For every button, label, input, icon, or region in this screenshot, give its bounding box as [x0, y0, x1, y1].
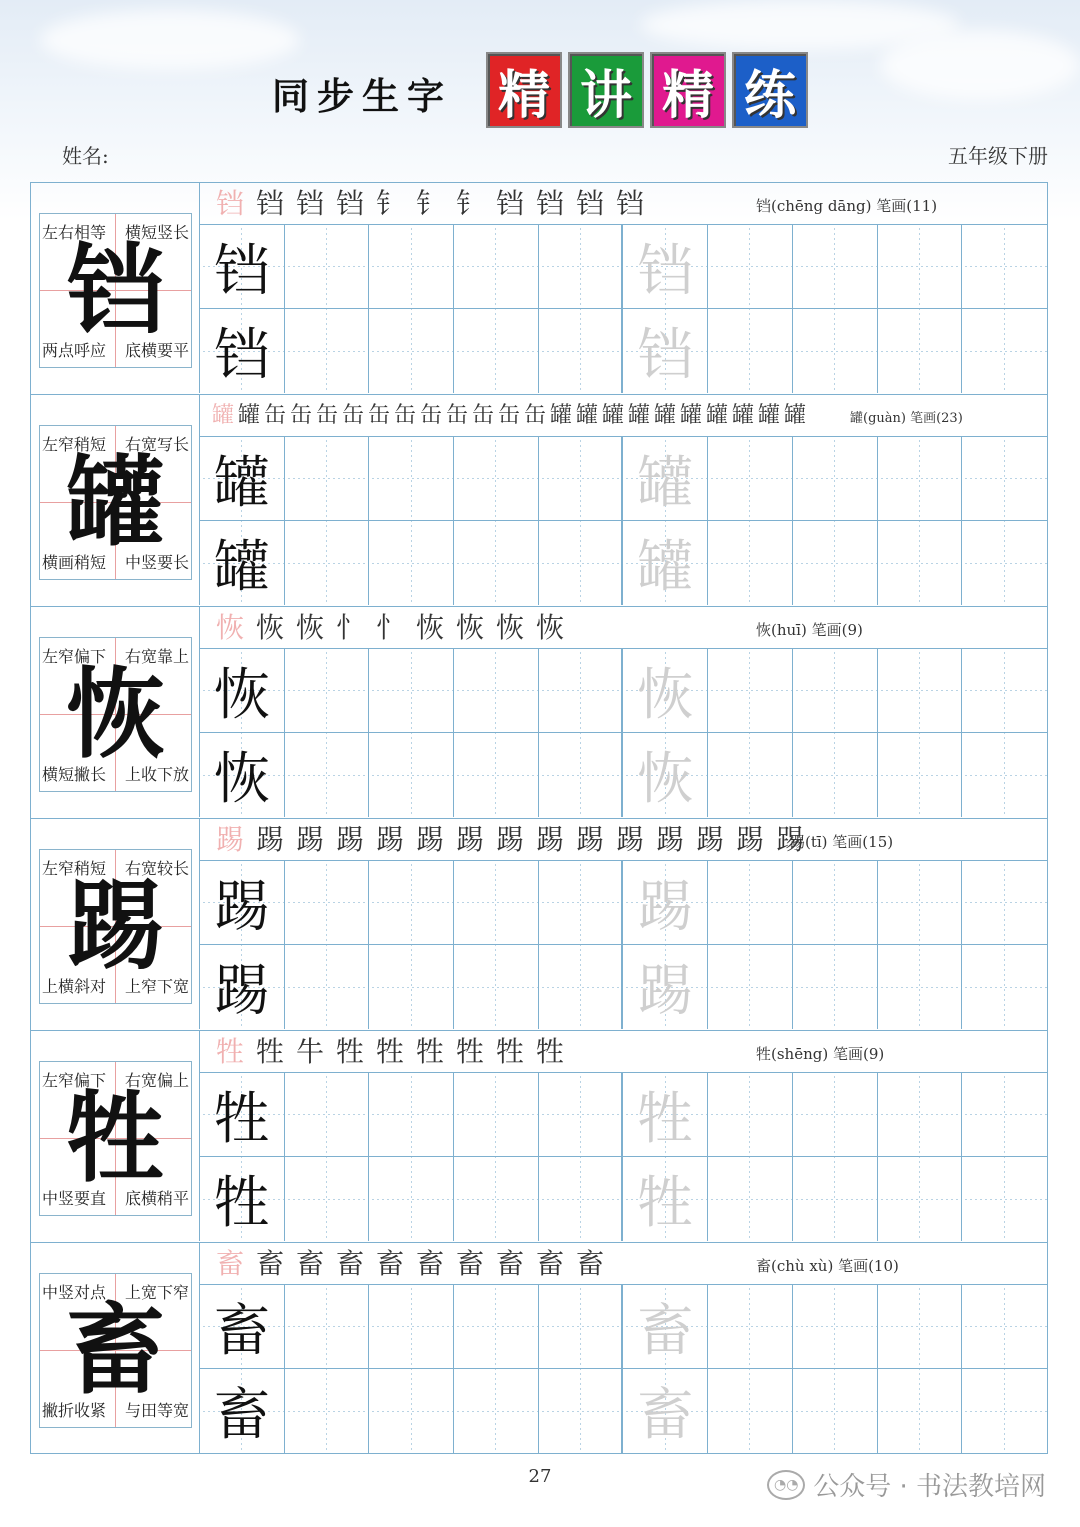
stroke-step: 踢 [535, 823, 564, 856]
cloud-decoration [40, 10, 300, 70]
stroke-step: 铛 [575, 187, 604, 220]
writing-cell[interactable] [708, 521, 793, 605]
practice-grid [200, 861, 1047, 1029]
stroke-step: 牲 [455, 1035, 484, 1068]
stroke-order-bar [200, 607, 1047, 649]
pinyin-stroke-count: 畜(chù xù) 笔画(10) [756, 1257, 899, 1275]
stroke-order-sequence [210, 186, 650, 222]
writing-cell[interactable] [369, 1157, 454, 1241]
practice-sheet [30, 182, 1048, 1454]
stroke-step: 踢 [735, 823, 764, 856]
writing-tip: 中竖对点 [42, 1283, 107, 1302]
writing-cell[interactable] [285, 861, 370, 945]
writing-tip: 右宽写长 [124, 435, 189, 454]
trace-char-cell[interactable]: 罐 [623, 521, 708, 605]
writing-cell[interactable] [793, 861, 878, 945]
writing-cell[interactable] [285, 521, 370, 605]
stroke-step: 钅 [415, 187, 444, 220]
practice-grid [200, 1285, 1047, 1453]
model-char-box [39, 213, 192, 368]
stroke-step: 铛 [215, 187, 244, 220]
stroke-step: 罐 [549, 403, 572, 428]
model-panel [31, 395, 200, 605]
stroke-step: 罐 [783, 403, 806, 428]
pinyin-stroke-count: 恢(huī) 笔画(9) [756, 621, 863, 639]
stroke-step: 畜 [535, 1247, 564, 1280]
example-char-cell[interactable]: 牲 [200, 1073, 285, 1157]
stroke-step: 牲 [495, 1035, 524, 1068]
stroke-order-sequence [210, 398, 808, 434]
stroke-step: 罐 [757, 403, 780, 428]
stroke-step: 缶 [367, 403, 390, 428]
writing-cell[interactable] [793, 945, 878, 1029]
writing-cell[interactable] [539, 1369, 624, 1453]
writing-cell[interactable] [962, 1157, 1047, 1241]
writing-cell[interactable] [454, 861, 539, 945]
stroke-step: 缶 [471, 403, 494, 428]
writing-tip: 横短撇长 [42, 765, 107, 784]
writing-cell[interactable] [708, 309, 793, 393]
writing-cell[interactable] [539, 225, 624, 309]
writing-cell[interactable] [878, 945, 963, 1029]
writing-tip: 中竖要直 [42, 1189, 107, 1208]
stroke-step: 踢 [495, 823, 524, 856]
model-character: 踢 [66, 869, 165, 984]
watermark [767, 1466, 1046, 1503]
writing-cell[interactable] [539, 1285, 624, 1369]
name-label: 姓名: [62, 144, 109, 168]
writing-tip: 底横稍平 [124, 1189, 189, 1208]
trace-char-cell[interactable]: 罐 [623, 437, 708, 521]
writing-cell[interactable] [793, 521, 878, 605]
writing-cell[interactable] [454, 309, 539, 393]
stroke-step: 畜 [575, 1247, 604, 1280]
writing-cell[interactable] [793, 649, 878, 733]
stroke-step: 踢 [295, 823, 324, 856]
writing-tip: 两点呼应 [42, 341, 107, 360]
writing-cell[interactable] [285, 309, 370, 393]
writing-cell[interactable] [539, 945, 624, 1029]
writing-cell[interactable] [708, 1073, 793, 1157]
writing-cell[interactable] [962, 225, 1047, 309]
writing-cell[interactable] [285, 1073, 370, 1157]
trace-char-cell[interactable]: 铛 [623, 309, 708, 393]
stroke-step: 铛 [295, 187, 324, 220]
stroke-step: 踢 [775, 823, 804, 856]
char-section [31, 607, 1047, 819]
stroke-step: 畜 [335, 1247, 364, 1280]
writing-cell[interactable] [285, 945, 370, 1029]
stroke-step: 踢 [375, 823, 404, 856]
writing-cell[interactable] [708, 1369, 793, 1453]
example-char-cell[interactable]: 罐 [200, 521, 285, 605]
practice-grid [200, 225, 1047, 393]
writing-cell[interactable] [793, 733, 878, 817]
stroke-order-bar [200, 1031, 1047, 1073]
title-badge: 精 [486, 52, 562, 128]
stroke-step: 踢 [255, 823, 284, 856]
model-char-box [39, 637, 192, 792]
page-title: 同步生字 [272, 75, 452, 118]
writing-cell[interactable] [369, 521, 454, 605]
writing-cell[interactable] [793, 1285, 878, 1369]
writing-cell[interactable] [285, 225, 370, 309]
writing-tip: 横短竖长 [124, 223, 189, 242]
stroke-step: 恢 [295, 611, 324, 644]
stroke-step: 牲 [255, 1035, 284, 1068]
example-char-cell[interactable]: 畜 [200, 1285, 285, 1369]
writing-cell[interactable] [539, 1157, 624, 1241]
stroke-step: 恢 [535, 611, 564, 644]
stroke-order-bar [200, 395, 1047, 437]
writing-cell[interactable] [454, 225, 539, 309]
stroke-step: 铛 [615, 187, 644, 220]
writing-cell[interactable] [962, 861, 1047, 945]
writing-tip: 上收下放 [124, 765, 189, 784]
writing-cell[interactable] [369, 1073, 454, 1157]
stroke-step: 畜 [415, 1247, 444, 1280]
writing-cell[interactable] [454, 437, 539, 521]
writing-cell[interactable] [369, 1369, 454, 1453]
stroke-step: 牲 [535, 1035, 564, 1068]
writing-cell[interactable] [454, 1369, 539, 1453]
writing-cell[interactable] [708, 225, 793, 309]
writing-cell[interactable] [962, 945, 1047, 1029]
trace-char-cell[interactable]: 牲 [623, 1157, 708, 1241]
writing-cell[interactable] [539, 861, 624, 945]
example-char-cell[interactable]: 罐 [200, 437, 285, 521]
writing-cell[interactable] [369, 649, 454, 733]
stroke-order-sequence [210, 1246, 610, 1282]
stroke-step: 缶 [523, 403, 546, 428]
model-panel [31, 819, 200, 1029]
writing-cell[interactable] [793, 1073, 878, 1157]
stroke-step: 恢 [255, 611, 284, 644]
writing-cell[interactable] [962, 649, 1047, 733]
model-panel [31, 607, 200, 817]
example-char-cell[interactable]: 恢 [200, 733, 285, 817]
writing-cell[interactable] [454, 1073, 539, 1157]
writing-cell[interactable] [369, 437, 454, 521]
stroke-order-sequence [210, 1034, 570, 1070]
pinyin-stroke-count: 铛(chēng dāng) 笔画(11) [756, 197, 938, 215]
writing-cell[interactable] [369, 945, 454, 1029]
stroke-step: 畜 [375, 1247, 404, 1280]
stroke-step: 踢 [615, 823, 644, 856]
char-section [31, 1031, 1047, 1243]
wechat-icon: ◔◔ [767, 1470, 805, 1500]
writing-tip: 撇折收紧 [42, 1401, 107, 1420]
writing-tip: 横画稍短 [42, 553, 107, 572]
stroke-step: 恢 [455, 611, 484, 644]
writing-cell[interactable] [793, 225, 878, 309]
writing-cell[interactable] [708, 649, 793, 733]
writing-tip: 右宽较长 [124, 859, 189, 878]
stroke-step: 踢 [695, 823, 724, 856]
writing-tip: 左窄偏下 [42, 1071, 107, 1090]
stroke-step: 牲 [415, 1035, 444, 1068]
stroke-step: 钅 [455, 187, 484, 220]
writing-tip: 上宽下窄 [124, 1283, 189, 1302]
writing-cell[interactable] [454, 1285, 539, 1369]
example-char-cell[interactable]: 踢 [200, 945, 285, 1029]
char-section [31, 1243, 1047, 1455]
trace-char-cell[interactable]: 恢 [623, 733, 708, 817]
stroke-step: 缶 [263, 403, 286, 428]
model-character: 罐 [66, 445, 165, 560]
page-number: 27 [528, 1466, 552, 1487]
stroke-step: 踢 [455, 823, 484, 856]
writing-cell[interactable] [285, 733, 370, 817]
writing-cell[interactable] [454, 649, 539, 733]
writing-cell[interactable] [369, 861, 454, 945]
writing-cell[interactable] [708, 1285, 793, 1369]
writing-tip: 左窄偏下 [42, 647, 107, 666]
stroke-step: 恢 [495, 611, 524, 644]
writing-cell[interactable] [285, 1285, 370, 1369]
title-badges [486, 52, 808, 128]
example-char-cell[interactable]: 铛 [200, 309, 285, 393]
stroke-step: 铛 [535, 187, 564, 220]
trace-char-cell[interactable]: 畜 [623, 1369, 708, 1453]
writing-cell[interactable] [454, 945, 539, 1029]
writing-cell[interactable] [369, 1285, 454, 1369]
writing-cell[interactable] [285, 1369, 370, 1453]
model-char-box [39, 1061, 192, 1216]
writing-cell[interactable] [539, 733, 624, 817]
trace-char-cell[interactable]: 踢 [623, 861, 708, 945]
example-char-cell[interactable]: 牲 [200, 1157, 285, 1241]
model-panel [31, 183, 200, 393]
writing-cell[interactable] [369, 225, 454, 309]
stroke-step: 铛 [335, 187, 364, 220]
watermark-text: 公众号 · 书法教培网 [813, 1472, 1046, 1502]
model-character: 铛 [66, 233, 165, 348]
grade-label: 五年级下册 [948, 144, 1048, 168]
stroke-step: 恢 [215, 611, 244, 644]
stroke-step: 牲 [215, 1035, 244, 1068]
title-badge: 练 [732, 52, 808, 128]
stroke-step: 踢 [335, 823, 364, 856]
stroke-step: 忄 [375, 611, 404, 644]
writing-cell[interactable] [962, 1369, 1047, 1453]
writing-cell[interactable] [878, 309, 963, 393]
stroke-step: 缶 [497, 403, 520, 428]
title-badge: 精 [650, 52, 726, 128]
stroke-step: 罐 [705, 403, 728, 428]
model-character: 牲 [66, 1081, 165, 1196]
stroke-step: 罐 [731, 403, 754, 428]
writing-cell[interactable] [539, 437, 624, 521]
example-char-cell[interactable]: 恢 [200, 649, 285, 733]
stroke-step: 缶 [419, 403, 442, 428]
stroke-step: 缶 [315, 403, 338, 428]
stroke-step: 踢 [575, 823, 604, 856]
writing-cell[interactable] [878, 1073, 963, 1157]
stroke-order-bar [200, 183, 1047, 225]
writing-cell[interactable] [793, 437, 878, 521]
model-character: 畜 [66, 1293, 165, 1408]
stroke-step: 畜 [255, 1247, 284, 1280]
char-section [31, 183, 1047, 395]
stroke-step: 铛 [255, 187, 284, 220]
stroke-step: 畜 [495, 1247, 524, 1280]
stroke-order-sequence [210, 610, 570, 646]
stroke-step: 罐 [211, 403, 234, 428]
stroke-step: 铛 [495, 187, 524, 220]
writing-cell[interactable] [454, 733, 539, 817]
writing-cell[interactable] [878, 649, 963, 733]
char-section [31, 395, 1047, 607]
stroke-step: 钅 [375, 187, 404, 220]
writing-cell[interactable] [539, 309, 624, 393]
pinyin-stroke-count: 牲(shēng) 笔画(9) [756, 1045, 885, 1063]
stroke-step: 罐 [627, 403, 650, 428]
stroke-step: 罐 [601, 403, 624, 428]
model-character: 恢 [66, 657, 165, 772]
writing-cell[interactable] [962, 1285, 1047, 1369]
stroke-step: 踢 [655, 823, 684, 856]
writing-tip: 左窄稍短 [42, 859, 107, 878]
stroke-order-sequence [210, 822, 810, 858]
writing-cell[interactable] [708, 437, 793, 521]
writing-tip: 中竖要长 [124, 553, 189, 572]
stroke-step: 畜 [215, 1247, 244, 1280]
writing-cell[interactable] [708, 945, 793, 1029]
stroke-step: 罐 [237, 403, 260, 428]
stroke-step: 畜 [455, 1247, 484, 1280]
stroke-step: 缶 [445, 403, 468, 428]
stroke-step: 踢 [215, 823, 244, 856]
stroke-step: 牲 [375, 1035, 404, 1068]
stroke-step: 缶 [289, 403, 312, 428]
writing-cell[interactable] [454, 1157, 539, 1241]
writing-cell[interactable] [285, 649, 370, 733]
writing-cell[interactable] [878, 1369, 963, 1453]
writing-cell[interactable] [454, 521, 539, 605]
practice-grid [200, 1073, 1047, 1241]
writing-tip: 右宽靠上 [124, 647, 189, 666]
pinyin-stroke-count: 罐(guàn) 笔画(23) [850, 411, 963, 426]
trace-char-cell[interactable]: 踢 [623, 945, 708, 1029]
writing-cell[interactable] [369, 309, 454, 393]
writing-cell[interactable] [878, 1157, 963, 1241]
stroke-order-bar [200, 1243, 1047, 1285]
writing-cell[interactable] [878, 861, 963, 945]
trace-char-cell[interactable]: 牲 [623, 1073, 708, 1157]
writing-cell[interactable] [962, 1073, 1047, 1157]
writing-tip: 左右相等 [42, 223, 107, 242]
model-char-box [39, 849, 192, 1004]
writing-cell[interactable] [962, 521, 1047, 605]
writing-cell[interactable] [793, 309, 878, 393]
writing-cell[interactable] [962, 309, 1047, 393]
model-panel [31, 1031, 200, 1241]
trace-char-cell[interactable]: 畜 [623, 1285, 708, 1369]
writing-cell[interactable] [878, 1285, 963, 1369]
writing-cell[interactable] [285, 1157, 370, 1241]
stroke-step: 踢 [415, 823, 444, 856]
writing-tip: 左窄稍短 [42, 435, 107, 454]
writing-cell[interactable] [708, 733, 793, 817]
writing-cell[interactable] [878, 521, 963, 605]
stroke-step: 罐 [653, 403, 676, 428]
practice-grid [200, 649, 1047, 817]
stroke-step: 畜 [295, 1247, 324, 1280]
writing-cell[interactable] [962, 437, 1047, 521]
writing-cell[interactable] [285, 437, 370, 521]
model-char-box [39, 425, 192, 580]
example-char-cell[interactable]: 铛 [200, 225, 285, 309]
stroke-step: 缶 [393, 403, 416, 428]
stroke-step: 牲 [335, 1035, 364, 1068]
writing-cell[interactable] [539, 1073, 624, 1157]
pinyin-stroke-count: 踢(tī) 笔画(15) [790, 833, 894, 851]
model-panel [31, 1243, 200, 1453]
stroke-step: 罐 [575, 403, 598, 428]
writing-cell[interactable] [793, 1369, 878, 1453]
writing-cell[interactable] [878, 225, 963, 309]
writing-cell[interactable] [878, 733, 963, 817]
writing-tip: 与田等宽 [124, 1401, 189, 1420]
stroke-step: 罐 [679, 403, 702, 428]
example-char-cell[interactable]: 畜 [200, 1369, 285, 1453]
stroke-step: 忄 [335, 611, 364, 644]
writing-tip: 上横斜对 [42, 977, 107, 996]
writing-cell[interactable] [708, 1157, 793, 1241]
writing-cell[interactable] [539, 649, 624, 733]
stroke-step: 牛 [295, 1035, 324, 1068]
stroke-order-bar [200, 819, 1047, 861]
writing-cell[interactable] [962, 733, 1047, 817]
model-char-box [39, 1273, 192, 1428]
char-section [31, 819, 1047, 1031]
stroke-step: 恢 [415, 611, 444, 644]
writing-cell[interactable] [878, 437, 963, 521]
writing-cell[interactable] [369, 733, 454, 817]
practice-grid [200, 437, 1047, 605]
writing-cell[interactable] [539, 521, 624, 605]
trace-char-cell[interactable]: 恢 [623, 649, 708, 733]
cloud-decoration [880, 30, 1080, 100]
trace-char-cell[interactable]: 铛 [623, 225, 708, 309]
title-badge: 讲 [568, 52, 644, 128]
writing-tip: 上窄下宽 [124, 977, 189, 996]
writing-tip: 右宽偏上 [124, 1071, 189, 1090]
stroke-step: 缶 [341, 403, 364, 428]
writing-cell[interactable] [708, 861, 793, 945]
example-char-cell[interactable]: 踢 [200, 861, 285, 945]
writing-cell[interactable] [793, 1157, 878, 1241]
writing-tip: 底横要平 [124, 341, 189, 360]
